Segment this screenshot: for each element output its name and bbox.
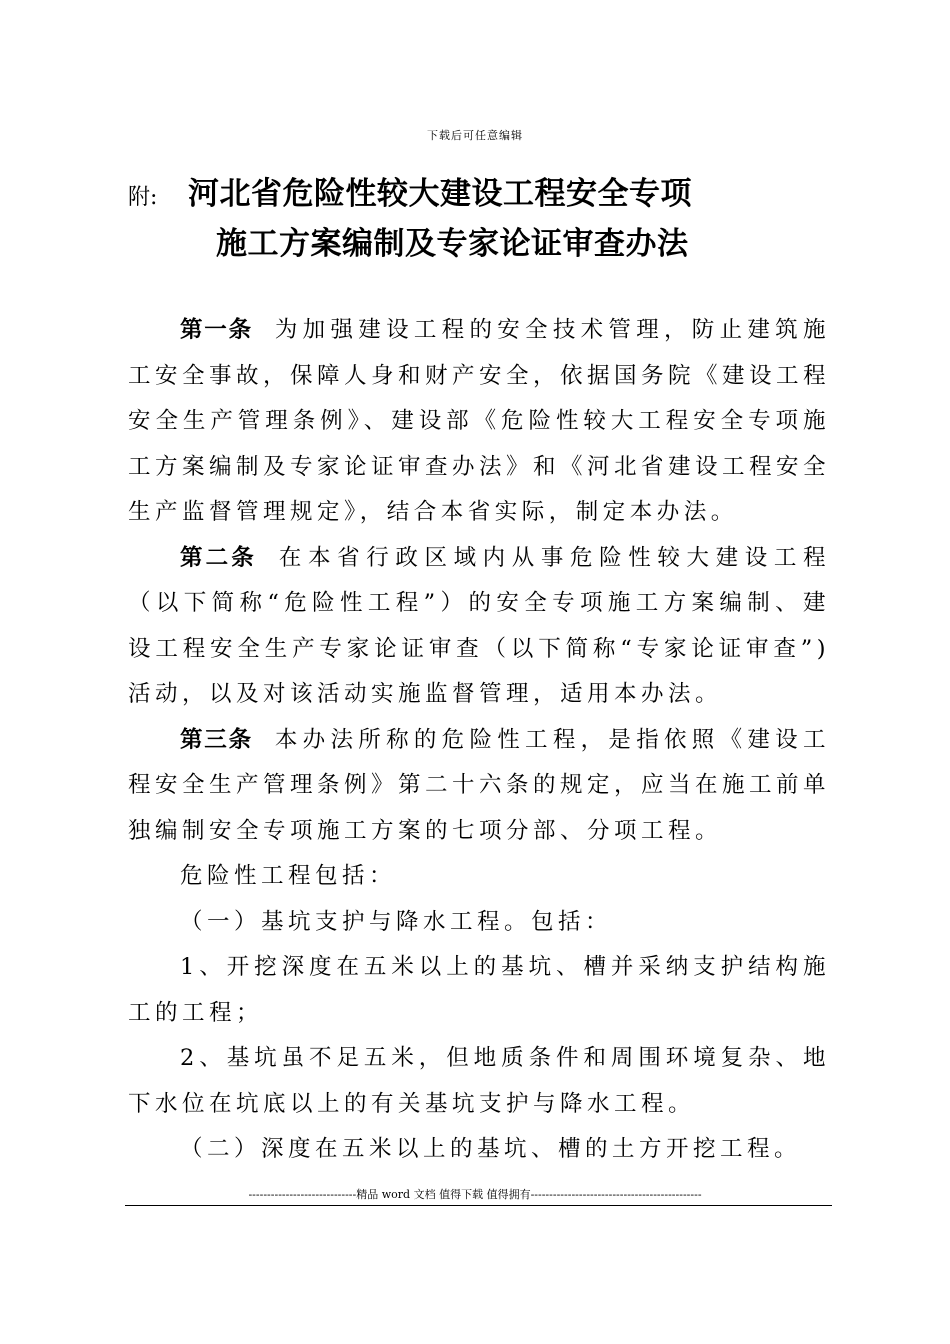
article-3: [128, 718, 830, 855]
document-body: [128, 308, 830, 1173]
footer-divider: [125, 1205, 832, 1206]
article-1-label: 第一条: [180, 317, 253, 343]
title-main-line-1: 河北省危险性较大建设工程安全专项: [188, 176, 692, 212]
article-1-text: 为加强建设工程的安全技术管理，防止建筑施工安全事故，保障人身和财产安全，依据国务院《建设工程安全生产管理条例》、建设部《危险性较大工程安全专项施工方案编制及专家论证审查办法》和《河北省建设工程安全生产监督管理规定》，结合本省实际，制定本办法。: [128, 317, 831, 525]
article-1: [128, 308, 830, 536]
item-2: （二）深度在五米以上的基坑、槽的土方开挖工程。: [180, 1136, 802, 1162]
item-1-2: 2、基坑虽不足五米，但地质条件和周围环境复杂、地下水位在坑底以上的有关基坑支护与降水工程。: [128, 1045, 830, 1117]
title-line-1: [128, 168, 848, 218]
document-title: [128, 168, 848, 268]
item-1: （一）基坑支护与降水工程。包括：: [180, 908, 613, 935]
paragraph-includes: 危险性工程包括：: [180, 863, 397, 889]
article-3-label: 第三条: [180, 726, 253, 753]
page-footer-note: -----------------------------精品 word 文档 值得下载 值得拥有----------------------------------------------: [248, 1188, 702, 1201]
article-2: [128, 536, 830, 718]
page-header-note: 下载后可任意编辑: [427, 129, 523, 142]
title-prefix: 附:: [128, 185, 158, 210]
item-1-1: 1、开挖深度在五米以上的基坑、槽并采纳支护结构施工的工程；: [128, 954, 830, 1026]
title-line-2: 施工方案编制及专家论证审查办法: [216, 226, 689, 262]
article-2-text: 在本省行政区域内从事危险性较大建设工程（以下简称“危险性工程”）的安全专项施工方案编制、建设工程安全生产专家论证审查（以下简称“专家论证审查”)活动，以及对该活动实施监督管理，适用本办法。: [128, 544, 830, 707]
article-2-label: 第二条: [180, 544, 257, 571]
article-3-text: 本办法所称的危险性工程，是指依照《建设工程安全生产管理条例》第二十六条的规定，应当在施工前单独编制安全专项施工方案的七项分部、分项工程。: [128, 726, 831, 844]
